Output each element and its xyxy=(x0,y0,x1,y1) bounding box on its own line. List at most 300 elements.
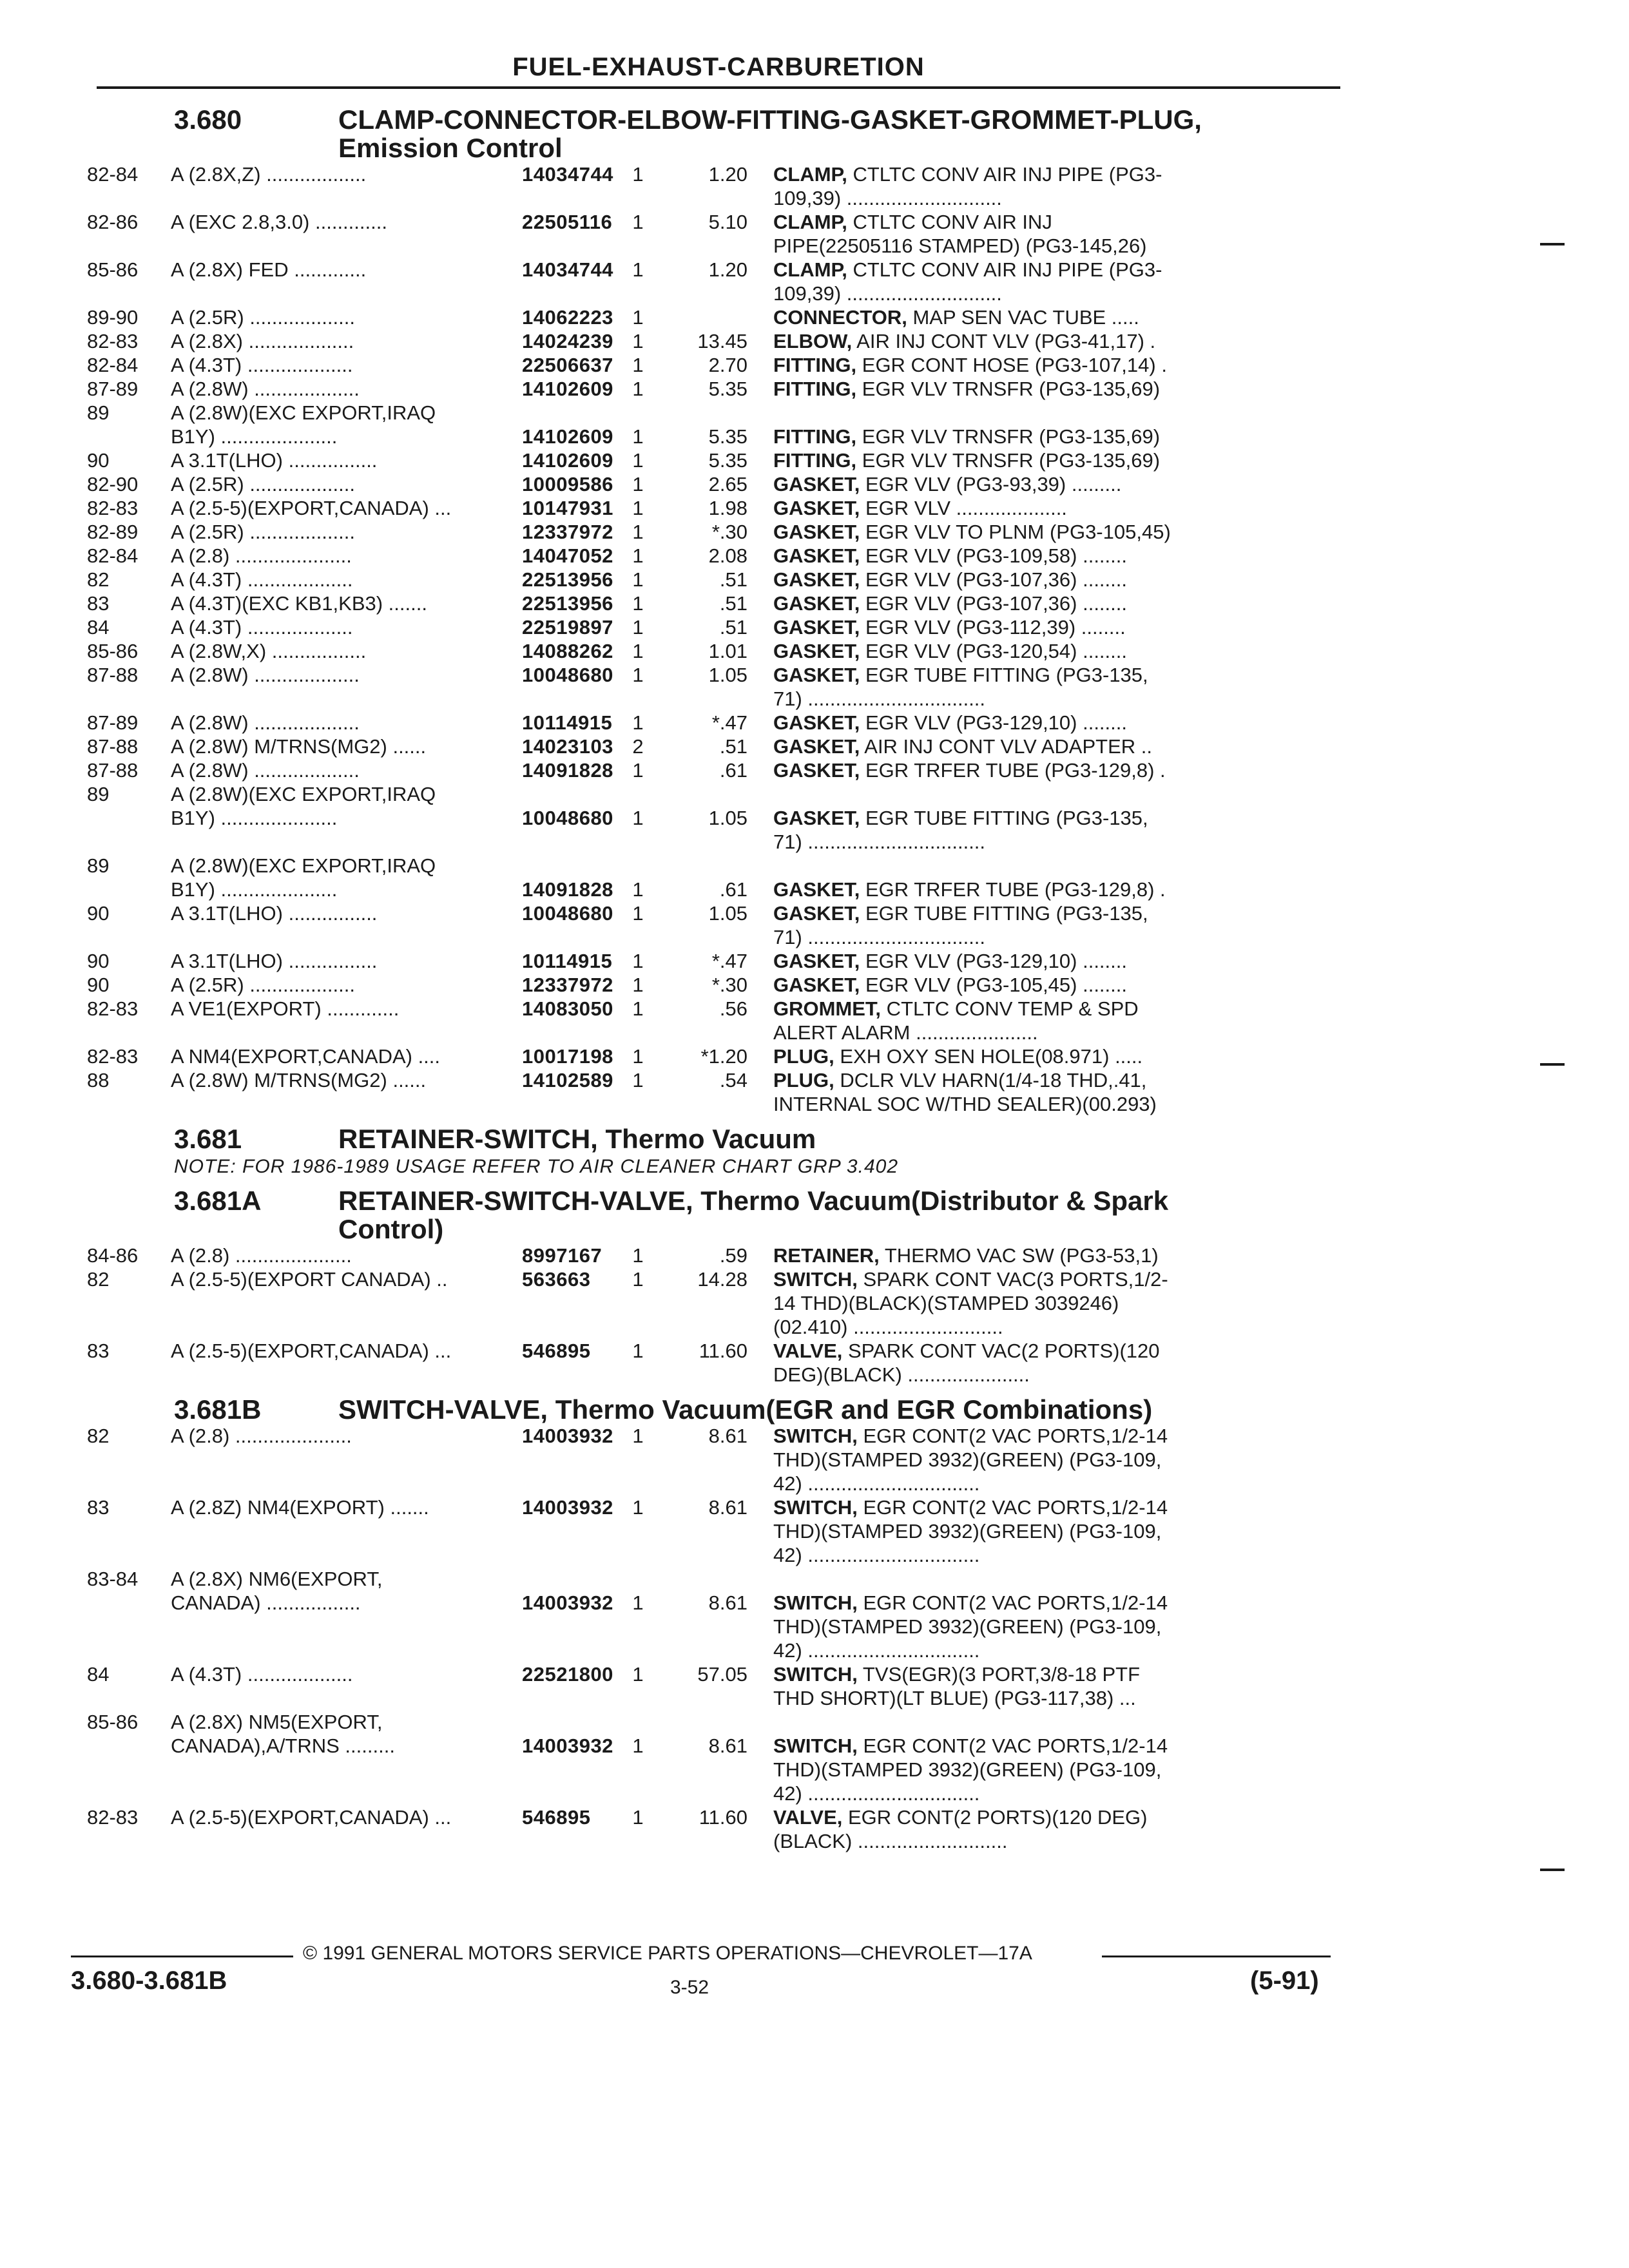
part-name: GASKET, xyxy=(773,616,860,639)
quantity: 1 xyxy=(632,568,644,591)
quantity: 1 xyxy=(632,306,644,329)
part-detail: EGR CONT HOSE (PG3-107,14) . xyxy=(856,354,1167,376)
part-name: GASKET, xyxy=(773,902,860,925)
part-number: 12337972 xyxy=(522,521,613,543)
quantity: 1 xyxy=(632,1735,644,1757)
part-number: 10009586 xyxy=(522,473,613,495)
quantity: 2 xyxy=(632,735,644,758)
part-description xyxy=(773,305,1276,329)
application: A (2.8W) ................... xyxy=(171,664,360,686)
part-detail: EGR TUBE FITTING (PG3-135, 71) ................................ xyxy=(773,902,1148,948)
quantity: 1 xyxy=(632,1425,644,1447)
model-years: 82-83 xyxy=(87,1045,139,1068)
part-row xyxy=(87,663,1340,711)
application: A (2.8W,X) ................. xyxy=(171,640,367,662)
section-number: 3.681A xyxy=(174,1186,262,1216)
part-detail: EGR CONT(2 VAC PORTS,1/2-14 THD)(STAMPED 3932)(GREEN) (PG3-109, 42) ............................... xyxy=(773,1591,1168,1662)
quantity: 1 xyxy=(632,1244,644,1267)
application: A NM4(EXPORT,CANADA) .... xyxy=(171,1045,441,1068)
price: 11.60 xyxy=(699,1806,747,1829)
part-number: 14023103 xyxy=(522,735,613,758)
part-number: 14034744 xyxy=(522,258,613,281)
section-title-text: RETAINER-SWITCH-VALVE, Thermo Vacuum(Distributor & Spark xyxy=(338,1186,1169,1216)
footer-section-range: 3.680-3.681B xyxy=(71,1966,227,1995)
part-row xyxy=(87,353,1340,377)
part-name: GROMMET, xyxy=(773,997,882,1020)
part-name: GASKET, xyxy=(773,473,860,495)
part-description xyxy=(773,1495,1276,1567)
application: A (2.8X) FED ............. xyxy=(171,258,367,281)
model-years: 82-84 xyxy=(87,544,139,567)
part-number: 14102609 xyxy=(522,449,613,472)
part-detail: AIR INJ CONT VLV (PG3-41,17) . xyxy=(852,330,1156,352)
part-description xyxy=(773,735,1276,758)
price: *1.20 xyxy=(700,1045,747,1068)
application: A (2.5-5)(EXPORT,CANADA) ... xyxy=(171,1340,452,1362)
section-title-text: SWITCH-VALVE, Thermo Vacuum(EGR and EGR Combinations) xyxy=(338,1394,1153,1425)
model-years: 82-86 xyxy=(87,211,139,233)
part-name: FITTING, xyxy=(773,425,857,448)
quantity: 1 xyxy=(632,807,644,829)
part-number: 546895 xyxy=(522,1340,591,1362)
part-name: CLAMP, xyxy=(773,211,847,233)
price: 5.35 xyxy=(708,378,747,400)
part-detail: CTLTC CONV TEMP & SPD ALERT ALARM ...................... xyxy=(773,997,1139,1044)
part-name: GASKET, xyxy=(773,640,860,662)
part-description xyxy=(773,1805,1276,1853)
part-row xyxy=(87,973,1340,997)
quantity: 1 xyxy=(632,1268,644,1291)
part-number: 8997167 xyxy=(522,1244,602,1267)
part-description xyxy=(773,401,1276,448)
part-name: FITTING, xyxy=(773,378,857,400)
part-row xyxy=(87,496,1340,520)
part-description xyxy=(773,448,1276,472)
quantity: 1 xyxy=(632,258,644,281)
application: A (2.8X,Z) .................. xyxy=(171,163,367,186)
part-detail: DCLR VLV HARN(1/4-18 THD,.41, INTERNAL SOC W/THD SEALER)(00.293) xyxy=(773,1069,1157,1115)
part-number: 14047052 xyxy=(522,544,613,567)
part-description xyxy=(773,568,1276,591)
part-detail: EGR VLV TRNSFR (PG3-135,69) xyxy=(856,425,1161,448)
price: 8.61 xyxy=(708,1591,747,1614)
price: 5.35 xyxy=(708,449,747,472)
part-description xyxy=(773,1044,1276,1068)
quantity: 1 xyxy=(632,974,644,996)
price: 5.10 xyxy=(708,211,747,233)
price: 11.60 xyxy=(699,1340,747,1362)
model-years: 82-84 xyxy=(87,163,139,186)
part-detail: EGR VLV (PG3-93,39) ......... xyxy=(860,473,1122,495)
section-subtitle: Emission Control xyxy=(338,133,563,163)
application: A (2.8W) ................... xyxy=(171,378,360,400)
part-row xyxy=(87,1267,1340,1339)
part-row xyxy=(87,1710,1340,1805)
part-description xyxy=(773,1710,1276,1805)
section-number: 3.681 xyxy=(174,1124,242,1154)
quantity: 1 xyxy=(632,902,644,925)
price: .61 xyxy=(719,878,747,901)
model-years: 83-84 xyxy=(87,1568,139,1590)
price: 1.20 xyxy=(708,258,747,281)
application: A (2.8W)(EXC EXPORT,IRAQ B1Y) ..................... xyxy=(171,854,436,901)
part-name: SWITCH, xyxy=(773,1268,858,1291)
model-years: 87-89 xyxy=(87,711,139,734)
part-description xyxy=(773,353,1276,377)
price: 8.61 xyxy=(708,1735,747,1757)
price: .51 xyxy=(719,568,747,591)
footer-copyright: © 1991 GENERAL MOTORS SERVICE PARTS OPERATIONS—CHEVROLET—17A xyxy=(303,1943,1032,1964)
quantity: 1 xyxy=(632,640,644,662)
part-detail: EGR VLV TRNSFR (PG3-135,69) xyxy=(856,449,1161,472)
part-description xyxy=(773,615,1276,639)
model-years: 87-88 xyxy=(87,664,139,686)
parts-catalog-content xyxy=(87,97,1340,1853)
part-row xyxy=(87,520,1340,544)
part-number: 14003932 xyxy=(522,1591,613,1614)
quantity: 1 xyxy=(632,211,644,233)
part-row xyxy=(87,162,1340,210)
quantity: 1 xyxy=(632,950,644,972)
part-row xyxy=(87,472,1340,496)
quantity: 1 xyxy=(632,330,644,352)
part-description xyxy=(773,329,1276,353)
quantity: 1 xyxy=(632,473,644,495)
part-name: GASKET, xyxy=(773,544,860,567)
part-name: CONNECTOR, xyxy=(773,306,907,329)
price: 1.05 xyxy=(708,902,747,925)
quantity: 1 xyxy=(632,1045,644,1068)
footer-rule xyxy=(71,1956,293,1957)
part-detail: EGR CONT(2 PORTS)(120 DEG) (BLACK) ........................... xyxy=(773,1806,1148,1852)
price: 13.45 xyxy=(697,330,747,352)
model-years: 87-89 xyxy=(87,378,139,400)
part-description xyxy=(773,1339,1276,1387)
quantity: 1 xyxy=(632,354,644,376)
price: 8.61 xyxy=(708,1425,747,1447)
part-row xyxy=(87,1339,1340,1387)
quantity: 1 xyxy=(632,425,644,448)
part-detail: EXH OXY SEN HOLE(08.971) ..... xyxy=(834,1045,1143,1068)
part-number: 14083050 xyxy=(522,997,613,1020)
application: A 3.1T(LHO) ................ xyxy=(171,950,378,972)
part-detail: CTLTC CONV AIR INJ PIPE (PG3- 109,39) ............................ xyxy=(773,163,1162,209)
application: A (2.8W) M/TRNS(MG2) ...... xyxy=(171,1069,427,1091)
quantity: 1 xyxy=(632,497,644,519)
part-detail: MAP SEN VAC TUBE ..... xyxy=(907,306,1139,329)
part-detail: EGR VLV TO PLNM (PG3-105,45) xyxy=(860,521,1171,543)
application: A (4.3T)(EXC KB1,KB3) ....... xyxy=(171,592,427,615)
part-number: 22506637 xyxy=(522,354,613,376)
price: 57.05 xyxy=(697,1663,747,1686)
section-heading xyxy=(87,106,1340,162)
section-number: 3.681B xyxy=(174,1394,262,1425)
application: A (2.5-5)(EXPORT CANADA) .. xyxy=(171,1268,448,1291)
part-detail: EGR TUBE FITTING (PG3-135, 71) ................................ xyxy=(773,807,1148,853)
part-description xyxy=(773,711,1276,735)
part-row xyxy=(87,1567,1340,1662)
part-detail: AIR INJ CONT VLV ADAPTER .. xyxy=(860,735,1152,758)
model-years: 82-83 xyxy=(87,497,139,519)
part-description xyxy=(773,758,1276,782)
application: A (2.5-5)(EXPORT,CANADA) ... xyxy=(171,497,452,519)
part-number: 563663 xyxy=(522,1268,591,1291)
section-note: NOTE: FOR 1986-1989 USAGE REFER TO AIR CLEANER CHART GRP 3.402 xyxy=(174,1156,898,1177)
part-name: GASKET, xyxy=(773,592,860,615)
part-number: 14034744 xyxy=(522,163,613,186)
margin-mark xyxy=(1540,1063,1565,1066)
quantity: 1 xyxy=(632,1069,644,1091)
application: A (4.3T) ................... xyxy=(171,568,353,591)
application: A VE1(EXPORT) ............. xyxy=(171,997,400,1020)
model-years: 90 xyxy=(87,902,110,925)
part-row xyxy=(87,305,1340,329)
part-number: 22519897 xyxy=(522,616,613,639)
part-number: 14062223 xyxy=(522,306,613,329)
application: A (2.5-5)(EXPORT,CANADA) ... xyxy=(171,1806,452,1829)
part-number: 10048680 xyxy=(522,664,613,686)
part-detail: CTLTC CONV AIR INJ PIPE (PG3- 109,39) ............................ xyxy=(773,258,1162,305)
model-years: 82-83 xyxy=(87,997,139,1020)
application: A (4.3T) ................... xyxy=(171,1663,353,1686)
price: *.30 xyxy=(711,974,747,996)
part-detail: EGR VLV (PG3-129,10) ........ xyxy=(860,711,1127,734)
application: A (2.5R) ................... xyxy=(171,521,355,543)
quantity: 1 xyxy=(632,878,644,901)
part-row xyxy=(87,448,1340,472)
part-row xyxy=(87,711,1340,735)
margin-mark xyxy=(1540,1869,1565,1871)
model-years: 85-86 xyxy=(87,258,139,281)
price: .54 xyxy=(719,1069,747,1091)
part-description xyxy=(773,949,1276,973)
price: .51 xyxy=(719,735,747,758)
part-row xyxy=(87,544,1340,568)
model-years: 82 xyxy=(87,568,110,591)
part-description xyxy=(773,1068,1276,1116)
quantity: 1 xyxy=(632,163,644,186)
model-years: 83 xyxy=(87,1340,110,1362)
model-years: 89 xyxy=(87,783,110,805)
application: A (2.8Z) NM4(EXPORT) ....... xyxy=(171,1496,429,1519)
model-years: 84 xyxy=(87,1663,110,1686)
part-row xyxy=(87,258,1340,305)
part-row xyxy=(87,854,1340,901)
part-name: CLAMP, xyxy=(773,258,847,281)
footer-page-number: 3-52 xyxy=(670,1977,709,1998)
part-number: 14088262 xyxy=(522,640,613,662)
page-header: FUEL-EXHAUST-CARBURETION xyxy=(512,53,925,81)
price: 8.61 xyxy=(708,1496,747,1519)
application: A (4.3T) ................... xyxy=(171,616,353,639)
application: A 3.1T(LHO) ................ xyxy=(171,449,378,472)
part-number: 10048680 xyxy=(522,902,613,925)
part-row xyxy=(87,401,1340,448)
application: A (2.8X) NM5(EXPORT, CANADA),A/TRNS ......... xyxy=(171,1711,395,1757)
part-row xyxy=(87,639,1340,663)
model-years: 87-88 xyxy=(87,735,139,758)
part-detail: SPARK CONT VAC(3 PORTS,1/2- 14 THD)(BLACK)(STAMPED 3039246) (02.410) ........................... xyxy=(773,1268,1168,1338)
part-number: 14091828 xyxy=(522,878,613,901)
part-name: GASKET, xyxy=(773,878,860,901)
section-number: 3.680 xyxy=(174,104,242,135)
quantity: 1 xyxy=(632,616,644,639)
part-description xyxy=(773,782,1276,854)
price: 1.05 xyxy=(708,807,747,829)
part-detail: EGR CONT(2 VAC PORTS,1/2-14 THD)(STAMPED 3932)(GREEN) (PG3-109, 42) ............................... xyxy=(773,1496,1168,1566)
model-years: 89-90 xyxy=(87,306,139,329)
model-years: 83 xyxy=(87,1496,110,1519)
quantity: 1 xyxy=(632,759,644,782)
part-row xyxy=(87,949,1340,973)
model-years: 87-88 xyxy=(87,759,139,782)
part-number: 22513956 xyxy=(522,568,613,591)
part-detail: EGR VLV TRNSFR (PG3-135,69) xyxy=(856,378,1161,400)
part-row xyxy=(87,1044,1340,1068)
part-description xyxy=(773,1567,1276,1662)
price: *.47 xyxy=(711,711,747,734)
part-description xyxy=(773,1424,1276,1495)
quantity: 1 xyxy=(632,521,644,543)
part-name: GASKET, xyxy=(773,759,860,782)
section-subtitle: Control) xyxy=(338,1214,444,1244)
part-detail: EGR TRFER TUBE (PG3-129,8) . xyxy=(860,878,1166,901)
part-description xyxy=(773,377,1276,401)
model-years: 85-86 xyxy=(87,1711,139,1733)
section-title xyxy=(338,1187,1340,1244)
part-name: SWITCH, xyxy=(773,1591,858,1614)
model-years: 82 xyxy=(87,1425,110,1447)
model-years: 84-86 xyxy=(87,1244,139,1267)
price: 5.35 xyxy=(708,425,747,448)
part-row xyxy=(87,377,1340,401)
part-name: FITTING, xyxy=(773,449,857,472)
part-name: GASKET, xyxy=(773,807,860,829)
footer-date: (5-91) xyxy=(1250,1966,1319,1995)
part-number: 10147931 xyxy=(522,497,613,519)
part-description xyxy=(773,162,1276,210)
part-detail: EGR TUBE FITTING (PG3-135, 71) ................................ xyxy=(773,664,1148,710)
part-description xyxy=(773,639,1276,663)
part-row xyxy=(87,591,1340,615)
part-name: GASKET, xyxy=(773,664,860,686)
model-years: 90 xyxy=(87,449,110,472)
part-description xyxy=(773,472,1276,496)
part-name: PLUG, xyxy=(773,1069,834,1091)
quantity: 1 xyxy=(632,1591,644,1614)
part-detail: EGR VLV (PG3-112,39) ........ xyxy=(860,616,1126,639)
model-years: 85-86 xyxy=(87,640,139,662)
price: .56 xyxy=(719,997,747,1020)
application: A (2.8W) M/TRNS(MG2) ...... xyxy=(171,735,427,758)
part-description xyxy=(773,258,1276,305)
part-number: 10048680 xyxy=(522,807,613,829)
part-detail: EGR CONT(2 VAC PORTS,1/2-14 THD)(STAMPED 3932)(GREEN) (PG3-109, 42) ............................... xyxy=(773,1735,1168,1805)
part-number: 14024239 xyxy=(522,330,613,352)
section-heading xyxy=(87,1125,1340,1153)
price: 1.01 xyxy=(708,640,747,662)
part-description xyxy=(773,901,1276,949)
quantity: 1 xyxy=(632,1340,644,1362)
model-years: 89 xyxy=(87,401,110,424)
part-name: RETAINER, xyxy=(773,1244,880,1267)
part-name: GASKET, xyxy=(773,711,860,734)
section-title xyxy=(338,1125,1340,1153)
part-description xyxy=(773,591,1276,615)
section-title xyxy=(338,1396,1340,1424)
part-row xyxy=(87,1068,1340,1116)
part-number: 22513956 xyxy=(522,592,613,615)
part-row xyxy=(87,1805,1340,1853)
part-row xyxy=(87,1495,1340,1567)
application: A (2.8W) ................... xyxy=(171,711,360,734)
application: A (2.8W)(EXC EXPORT,IRAQ B1Y) ..................... xyxy=(171,783,436,829)
application: A (2.8) ..................... xyxy=(171,1244,352,1267)
part-detail: EGR VLV (PG3-129,10) ........ xyxy=(860,950,1127,972)
price: 14.28 xyxy=(697,1268,747,1291)
part-detail: TVS(EGR)(3 PORT,3/8-18 PTF THD SHORT)(LT BLUE) (PG3-117,38) ... xyxy=(773,1663,1141,1709)
part-number: 14102609 xyxy=(522,425,613,448)
application: A (2.5R) ................... xyxy=(171,306,355,329)
model-years: 82-83 xyxy=(87,1806,139,1829)
part-description xyxy=(773,1662,1276,1710)
part-name: SWITCH, xyxy=(773,1663,858,1686)
section-heading xyxy=(87,1187,1340,1244)
part-name: GASKET, xyxy=(773,521,860,543)
section-title-text: RETAINER-SWITCH, Thermo Vacuum xyxy=(338,1124,816,1154)
section-heading xyxy=(87,1396,1340,1424)
model-years: 82-90 xyxy=(87,473,139,495)
part-detail: THERMO VAC SW (PG3-53,1) xyxy=(879,1244,1159,1267)
application: A (2.8) ..................... xyxy=(171,544,352,567)
part-name: GASKET, xyxy=(773,497,860,519)
price: .59 xyxy=(719,1244,747,1267)
part-description xyxy=(773,663,1276,711)
part-row xyxy=(87,997,1340,1044)
application: A (2.8) ..................... xyxy=(171,1425,352,1447)
quantity: 1 xyxy=(632,711,644,734)
part-name: SWITCH, xyxy=(773,1425,858,1447)
part-detail: CTLTC CONV AIR INJ PIPE(22505116 STAMPED) (PG3-145,26) xyxy=(773,211,1147,257)
part-row xyxy=(87,758,1340,782)
part-detail: EGR VLV (PG3-120,54) ........ xyxy=(860,640,1127,662)
application: A (4.3T) ................... xyxy=(171,354,353,376)
quantity: 1 xyxy=(632,997,644,1020)
part-number: 546895 xyxy=(522,1806,591,1829)
part-number: 14102589 xyxy=(522,1069,613,1091)
part-name: SWITCH, xyxy=(773,1735,858,1757)
part-detail: EGR CONT(2 VAC PORTS,1/2-14 THD)(STAMPED 3932)(GREEN) (PG3-109, 42) ............................... xyxy=(773,1425,1168,1495)
model-years: 89 xyxy=(87,854,110,877)
part-name: SWITCH, xyxy=(773,1496,858,1519)
price: 1.20 xyxy=(708,163,747,186)
price: .51 xyxy=(719,616,747,639)
part-row xyxy=(87,782,1340,854)
part-name: GASKET, xyxy=(773,568,860,591)
part-detail: EGR VLV (PG3-109,58) ........ xyxy=(860,544,1127,567)
part-row xyxy=(87,735,1340,758)
application: A (2.8W)(EXC EXPORT,IRAQ B1Y) ..................... xyxy=(171,401,436,448)
part-number: 22521800 xyxy=(522,1663,613,1686)
part-name: PLUG, xyxy=(773,1045,834,1068)
part-row xyxy=(87,568,1340,591)
part-description xyxy=(773,496,1276,520)
part-description xyxy=(773,544,1276,568)
part-number: 12337972 xyxy=(522,974,613,996)
section-title xyxy=(338,106,1340,162)
model-years: 82-83 xyxy=(87,330,139,352)
price: .61 xyxy=(719,759,747,782)
